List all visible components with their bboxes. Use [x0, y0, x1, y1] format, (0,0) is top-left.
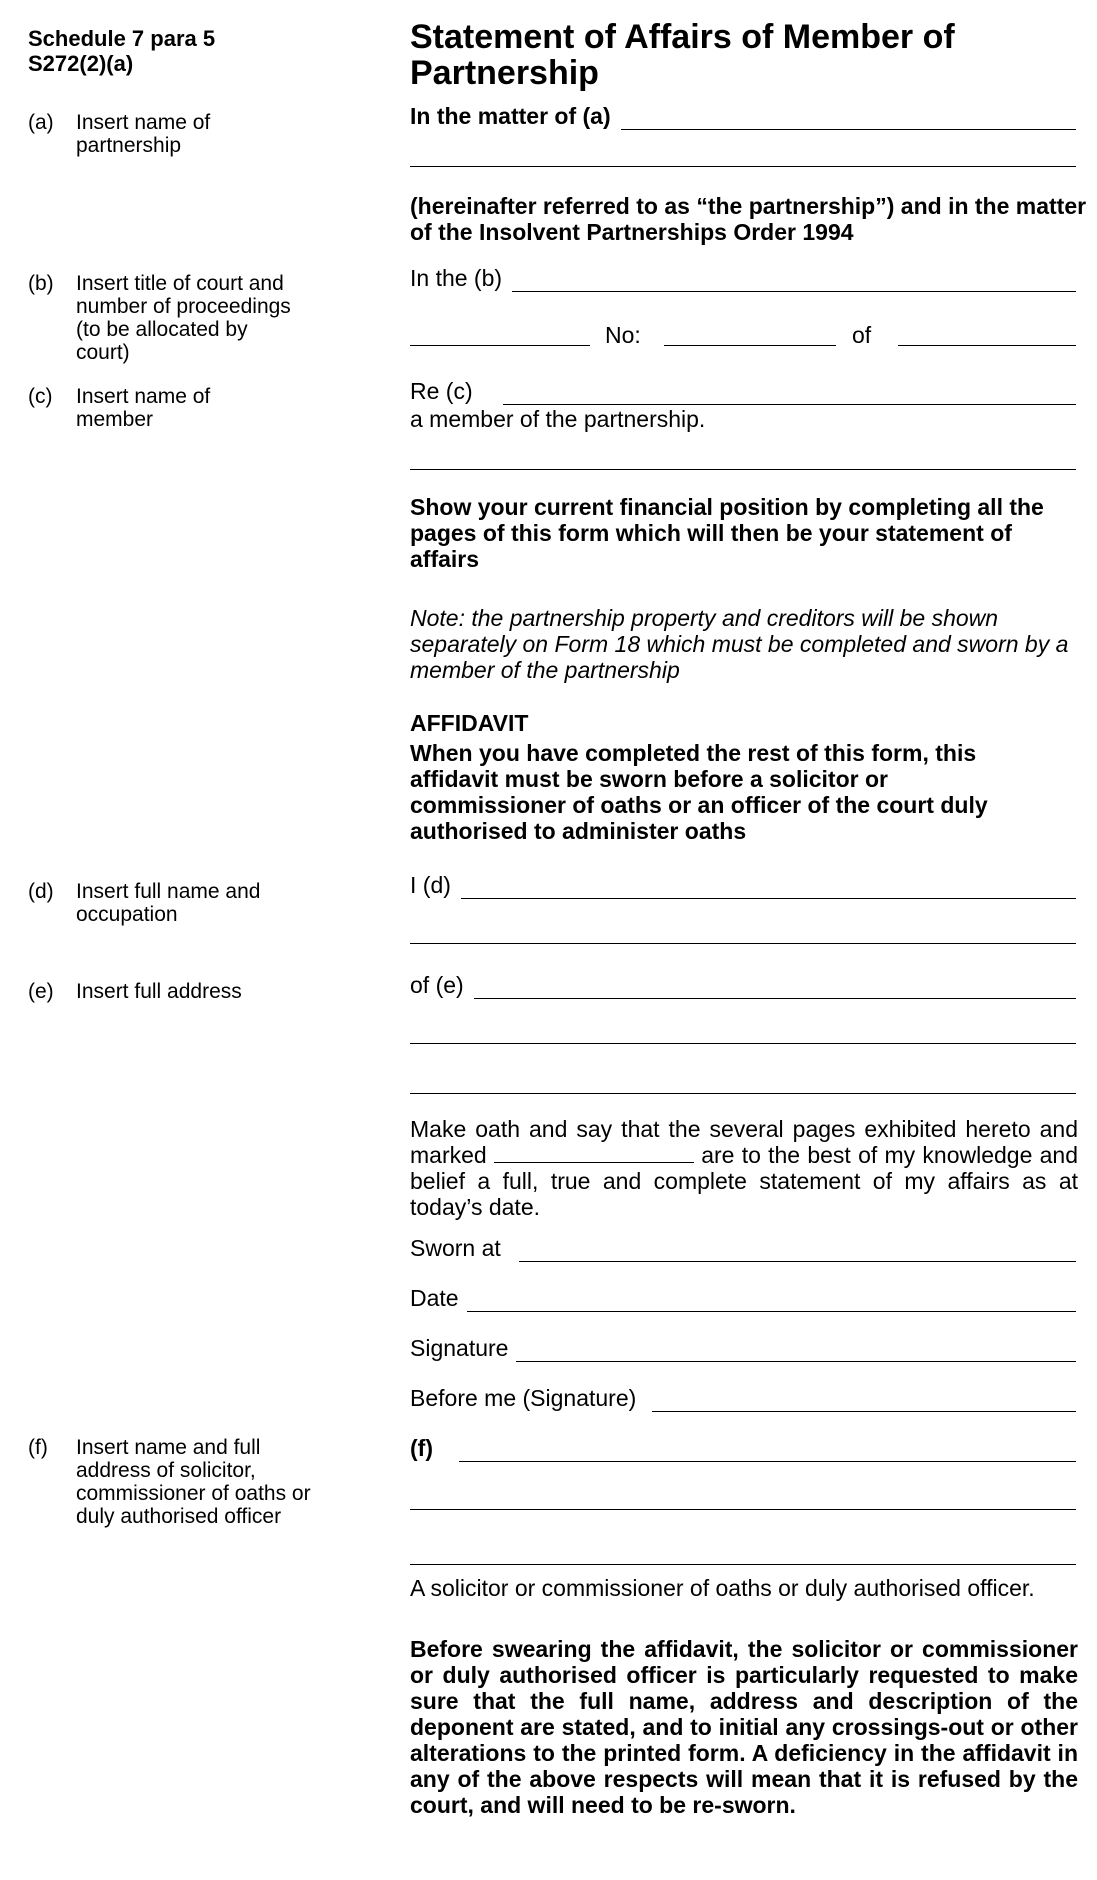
financial-position-text: Show your current financial position by completing all the pages of this form which will then be your statement of affairs	[410, 494, 1044, 572]
margin-note-c: Insert name of member	[76, 385, 211, 431]
officer-description: A solicitor or commissioner of oaths or duly authorised officer.	[410, 1575, 1035, 1601]
before-me-row	[410, 1386, 1076, 1412]
margin-marker-a: (a)	[28, 111, 54, 134]
signature-label: Signature	[410, 1335, 509, 1361]
page-title: Statement of Affairs of Member of Partnership	[410, 18, 955, 92]
section-divider	[410, 469, 1076, 470]
deponent-address-field[interactable]	[474, 978, 1076, 999]
before-swearing-note: Before swearing the affidavit, the solicitor or commissioner or duly authorised officer is particularly requested to make sure that the full name, address and description of the deponent are stated, and to initial any crossings-out or other alterations to the printed form. A deficiency in the affidavit in any of the above respects will mean that it is refused by the court, and will need to be re-sworn.	[410, 1636, 1078, 1818]
margin-note-f: Insert name and full address of solicitor, commissioner of oaths or duly authorised officer	[76, 1436, 311, 1528]
of-label: of	[852, 322, 872, 348]
oath-text-part2: are to the best of my knowledge and belief a full, true and complete statement of my affairs as at today’s date.	[410, 1142, 1078, 1220]
before-me-signature-field[interactable]	[652, 1391, 1076, 1412]
margin-marker-e: (e)	[28, 980, 54, 1003]
affidavit-heading: AFFIDAVIT	[410, 710, 529, 736]
officer-address-field-1[interactable]	[410, 1509, 1076, 1510]
court-label: In the (b)	[410, 265, 503, 291]
deponent-address-field-2[interactable]	[410, 1043, 1076, 1044]
schedule-label: Schedule 7 para 5	[28, 26, 216, 51]
date-field[interactable]	[467, 1291, 1076, 1312]
re-label: Re (c)	[410, 378, 473, 404]
hereinafter-text: (hereinafter referred to as “the partnership”) and in the matter of the Insolvent Partnerships Order 1994	[410, 193, 1087, 245]
matter-row	[410, 104, 1076, 130]
schedule-reference	[28, 26, 215, 76]
court-row	[410, 266, 1076, 292]
i-label: I (d)	[410, 872, 451, 898]
partnership-name-field[interactable]	[621, 109, 1076, 130]
court-title-field-continued[interactable]	[410, 345, 590, 346]
oath-text-part1: Make oath and say that the several pages exhibited hereto and marked	[410, 1116, 1078, 1168]
sworn-at-row	[410, 1236, 1076, 1262]
margin-marker-b: (b)	[28, 272, 54, 295]
margin-marker-f: (f)	[28, 1436, 48, 1459]
of-e-label: of (e)	[410, 972, 464, 998]
sworn-at-field[interactable]	[519, 1241, 1076, 1262]
sworn-at-label: Sworn at	[410, 1235, 501, 1261]
re-row	[410, 379, 1076, 405]
proceedings-number-field[interactable]	[664, 345, 836, 346]
court-title-field[interactable]	[512, 271, 1076, 292]
officer-row	[410, 1436, 1076, 1462]
deponent-row	[410, 873, 1076, 899]
margin-note-d: Insert full name and occupation	[76, 880, 261, 926]
deponent-name-field[interactable]	[461, 878, 1076, 899]
member-text: a member of the partnership.	[410, 406, 706, 432]
section-label: S272(2)(a)	[28, 51, 134, 76]
form-18-note: Note: the partnership property and creditors will be shown separately on Form 18 which must be completed and sworn by a member of the partnership	[410, 605, 1069, 683]
signature-row	[410, 1336, 1076, 1362]
margin-marker-c: (c)	[28, 385, 53, 408]
officer-name-field[interactable]	[459, 1441, 1076, 1462]
f-label: (f)	[410, 1435, 433, 1461]
deponent-occupation-field[interactable]	[410, 943, 1076, 944]
margin-note-e: Insert full address	[76, 980, 242, 1003]
affidavit-instructions: When you have completed the rest of this form, this affidavit must be sworn before a solicitor or commissioner of oaths or an officer of the court duly authorised to administer oaths	[410, 740, 988, 844]
margin-marker-d: (d)	[28, 880, 54, 903]
number-label: No:	[605, 322, 641, 348]
member-name-field[interactable]	[503, 384, 1076, 405]
year-field[interactable]	[898, 345, 1076, 346]
officer-address-field-2[interactable]	[410, 1564, 1076, 1565]
matter-label: In the matter of (a)	[410, 103, 611, 129]
margin-note-a: Insert name of partnership	[76, 111, 211, 157]
margin-note-b: Insert title of court and number of proceedings (to be allocated by court)	[76, 272, 291, 364]
deponent-address-field-3[interactable]	[410, 1093, 1076, 1094]
date-label: Date	[410, 1285, 459, 1311]
oath-text	[410, 1116, 1078, 1220]
signature-field[interactable]	[516, 1341, 1076, 1362]
partnership-name-field-continued[interactable]	[410, 166, 1076, 167]
address-row	[410, 973, 1076, 999]
date-row	[410, 1286, 1076, 1312]
exhibit-mark-field[interactable]	[494, 1144, 694, 1163]
before-me-label: Before me (Signature)	[410, 1385, 637, 1411]
